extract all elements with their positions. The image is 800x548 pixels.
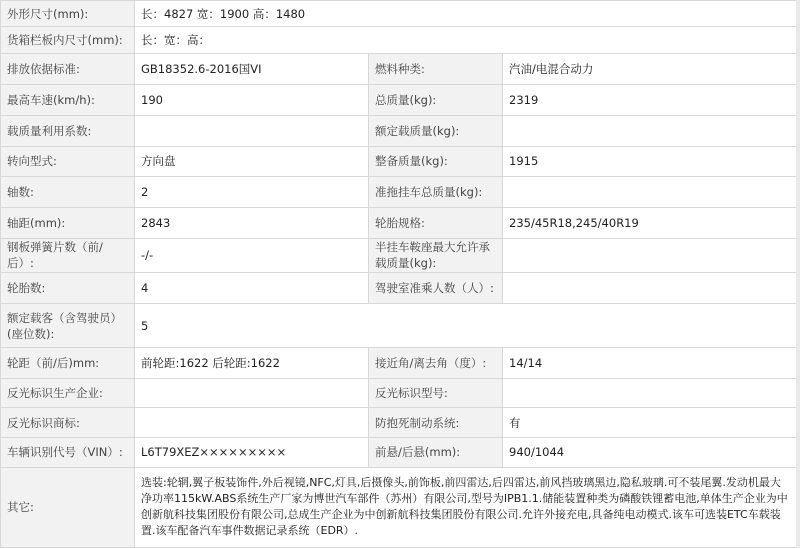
spec-value [135,378,369,408]
spec-label: 车辆识别代号（VIN）: [1,438,135,468]
spec-value [503,273,797,304]
spec-value [135,408,369,438]
spec-value: 有 [503,408,797,438]
spec-label: 轴数: [1,177,135,208]
spec-label: 载质量利用系数: [1,116,135,147]
spec-value [135,116,369,147]
spec-label: 钢板弹簧片数（前/后）: [1,238,135,273]
spec-value: 前轮距:1622 后轮距:1622 [135,348,369,379]
spec-label: 燃料种类: [369,53,503,85]
spec-label: 外形尺寸(mm): [1,1,135,27]
other-notes-value: 选装:轮辋,翼子板装饰件,外后视镜,NFC,灯具,后摄像头,前饰板,前四雷达,后四雷达,前风挡玻璃黑边,隐私玻璃.可不装尾翼.发动机最大净功率115kW.ABS系统生产厂家为博世汽车部件（苏州）有限公司,型号为IPB1.1.储能装置种类为磷酸铁锂蓄电池,单体生产企业为中创新航科技集团股份有限公司,总成生产企业为中创新航科技集团股份有限公司.允许外接充电,具备纯电动模式.该车可选装ETC车载装置.该车配备汽车事件数据记录系统（EDR）. [135,467,797,547]
spec-value: 4 [135,273,369,304]
spec-row [1,177,797,208]
spec-row [1,85,797,116]
spec-row [1,273,797,304]
spec-value: GB18352.6-2016国VI [135,53,369,85]
spec-label: 半挂车鞍座最大允许承载质量(kg): [369,238,503,273]
spec-row [1,467,797,547]
spec-row [1,303,797,347]
spec-value: -/- [135,238,369,273]
spec-label: 反光标识型号: [369,378,503,408]
spec-row [1,438,797,468]
spec-row [1,53,797,85]
scrollbar[interactable] [796,0,800,548]
spec-label: 整备质量(kg): [369,146,503,177]
spec-label: 货箱栏板内尺寸(mm): [1,27,135,53]
spec-label: 最高车速(km/h): [1,85,135,116]
spec-value [503,378,797,408]
spec-label: 准拖挂车总质量(kg): [369,177,503,208]
spec-label: 前悬/后悬(mm): [369,438,503,468]
spec-label: 反光标识商标: [1,408,135,438]
spec-row [1,146,797,177]
spec-label: 额定载质量(kg): [369,116,503,147]
spec-value: 235/45R18,245/40R19 [503,207,797,238]
spec-row [1,348,797,379]
spec-value: 14/14 [503,348,797,379]
spec-label: 排放依据标准: [1,53,135,85]
spec-value: 1915 [503,146,797,177]
spec-label: 轮距（前/后)mm: [1,348,135,379]
spec-value: 长：4827 宽：1900 高：1480 [135,1,797,27]
spec-value: 汽油/电混合动力 [503,53,797,85]
spec-value: L6T79XEZ××××××××× [135,438,369,468]
spec-row [1,27,797,53]
spec-label: 轮胎数: [1,273,135,304]
spec-label: 总质量(kg): [369,85,503,116]
spec-value: 长：宽：高： [135,27,797,53]
spec-label: 额定载客（含驾驶员）(座位数): [1,303,135,347]
spec-value [503,116,797,147]
spec-label: 防抱死制动系统: [369,408,503,438]
spec-row [1,378,797,408]
spec-value: 190 [135,85,369,116]
spec-label: 转向型式: [1,146,135,177]
spec-label: 轴距(mm): [1,207,135,238]
spec-row [1,1,797,27]
spec-label: 其它: [1,467,135,547]
spec-value [503,238,797,273]
spec-label: 轮胎规格: [369,207,503,238]
spec-label: 驾驶室准乘人数（人）: [369,273,503,304]
spec-value: 方向盘 [135,146,369,177]
spec-label: 接近角/离去角（度）: [369,348,503,379]
spec-value [503,177,797,208]
spec-value: 5 [135,303,797,347]
spec-value: 2843 [135,207,369,238]
spec-row [1,238,797,273]
spec-value: 2319 [503,85,797,116]
spec-value: 940/1044 [503,438,797,468]
spec-value: 2 [135,177,369,208]
spec-row [1,408,797,438]
spec-row [1,116,797,147]
spec-label: 反光标识生产企业: [1,378,135,408]
spec-row [1,207,797,238]
